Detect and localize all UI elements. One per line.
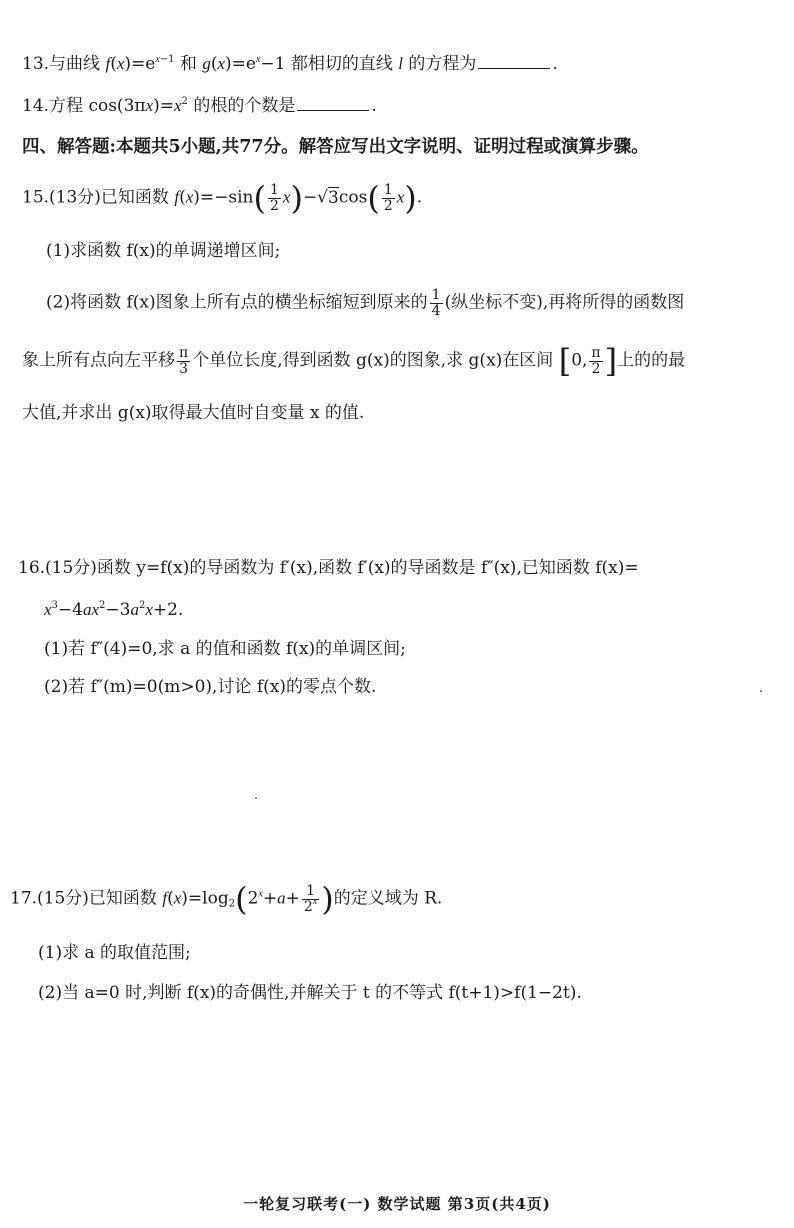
question-16-formula: $x^3-4ax^2-3a^2x+2$.	[44, 600, 184, 620]
section-4-heading: 四、解答题:本题共5小题,共77分。解答应写出文字说明、证明过程或演算步骤。	[22, 137, 649, 157]
answer-blank-14[interactable]	[297, 108, 369, 111]
question-15-part-2-end: 大值,并求出 g(x)取得最大值时自变量 x 的值.	[22, 403, 365, 423]
scan-speck	[255, 797, 257, 799]
question-15-part-2-cont: 象上所有点向左平移 $\frac{\pi}{3}$ 个单位长度,得到函数 g(x)的图象,求 g(x)在区间 [0, $\frac{\pi}{2}$ ]上的的最	[22, 342, 686, 380]
question-15-part-1: (1)求函数 f(x)的单调递增区间;	[46, 241, 281, 261]
question-17: 17.(15分)已知函数 $f(x)=\log_2(2^x+a+$ $\frac{1}{2^x}$ )的定义域为 R.	[10, 880, 443, 918]
question-16: 16.(15分)函数 y=f(x)的导函数为 f′(x),函数 f′(x)的导函数是 f″(x),已知函数 f(x)=	[18, 558, 639, 578]
scan-speck	[760, 690, 762, 692]
question-13: 13.与曲线 $f(x)=e^{x-1}$ 和 $g(x)=e^x-1$ 都相切的直线 l 的方程为 .	[22, 54, 558, 74]
question-16-part-1: (1)若 f″(4)=0,求 a 的值和函数 f(x)的单调区间;	[44, 639, 406, 659]
page-footer: 一轮复习联考(一) 数学试题 第3页(共4页)	[243, 1195, 551, 1213]
answer-blank-13[interactable]	[478, 66, 550, 69]
question-15-part-2: (2)将函数 f(x)图象上所有点的横坐标缩短到原来的 $\frac{1}{4}$ (纵坐标不变),再将所得的函数图	[46, 287, 685, 319]
question-17-part-1: (1)求 a 的取值范围;	[38, 943, 191, 963]
question-16-part-2: (2)若 f″(m)=0(m>0),讨论 f(x)的零点个数.	[44, 677, 377, 697]
question-15: 15.(13分)已知函数 f(x)=−sin( $\frac{1}{2}$ x)−√3cos( $\frac{1}{2}$ x).	[22, 179, 423, 217]
question-17-part-2: (2)当 a=0 时,判断 f(x)的奇偶性,并解关于 t 的不等式 f(t+1)>f(1−2t).	[38, 983, 582, 1003]
question-14: 14.方程 $\cos(3\pi x)=x^2$ 的根的个数是 .	[22, 96, 377, 116]
